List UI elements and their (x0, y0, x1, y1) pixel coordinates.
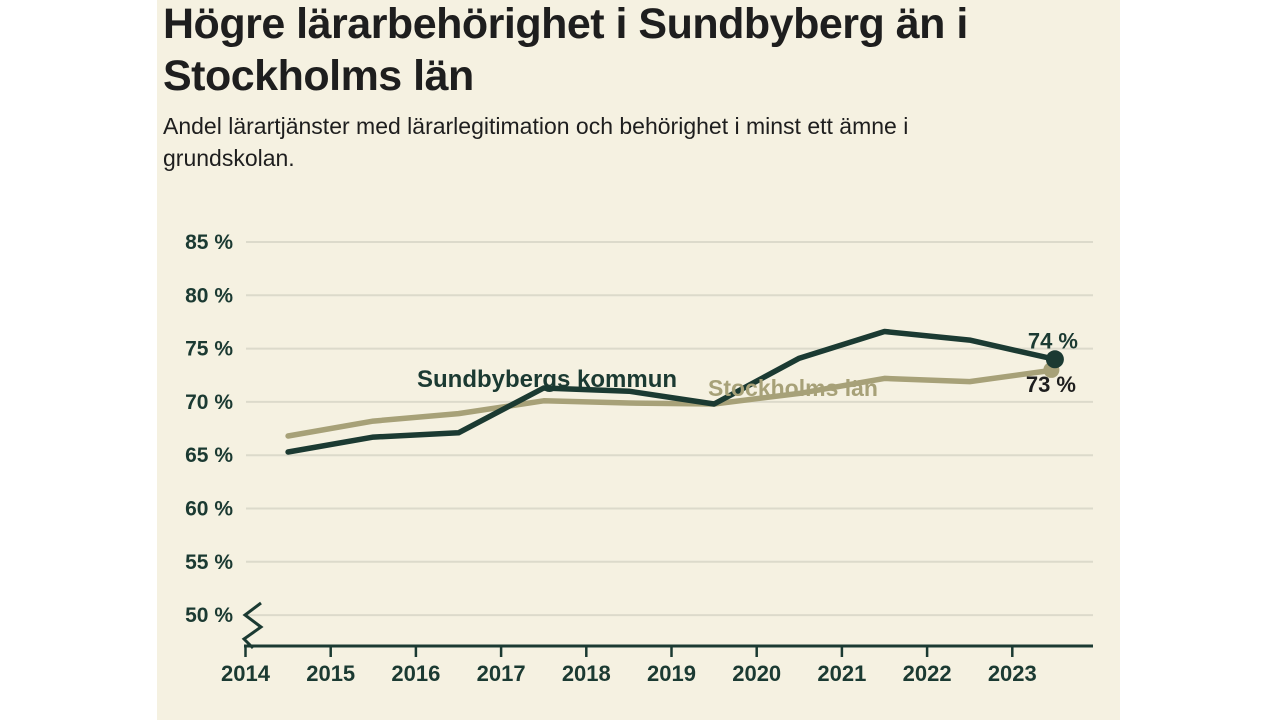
y-axis-break-icon (244, 603, 261, 648)
x-axis-tick-label: 2023 (987, 661, 1037, 686)
stockholm-value-label: 73 % (1025, 371, 1076, 397)
series-label-sundbybergs-kommun: Sundbybergs kommun (417, 366, 678, 393)
y-axis-tick-label: 60 % (185, 497, 233, 521)
x-axis-tick-label: 2016 (391, 661, 441, 686)
y-axis-tick-label: 70 % (185, 390, 233, 414)
y-axis-tick-label: 75 % (185, 337, 233, 361)
chart-title-line2: Stockholms län (163, 52, 474, 100)
y-axis-tick-label: 65 % (185, 444, 233, 468)
chart-subtitle-line2: grundskolan. (163, 145, 295, 171)
sundbyberg-value-label: 74 % (1027, 328, 1078, 354)
series-label-stockholms-lan: Stockholms län (708, 375, 878, 401)
x-axis-tick-label: 2019 (647, 661, 696, 686)
x-axis-tick-label: 2017 (476, 661, 526, 686)
x-axis-tick-label: 2018 (561, 661, 611, 686)
y-axis-tick-label: 55 % (185, 550, 233, 574)
y-axis-tick-label: 80 % (185, 284, 233, 308)
y-axis-tick-label: 85 % (185, 231, 233, 254)
x-axis-tick-label: 2015 (306, 661, 356, 686)
x-axis-tick-label: 2014 (221, 661, 270, 686)
x-axis-tick-label: 2022 (902, 661, 952, 686)
x-axis-tick-label: 2020 (732, 661, 782, 686)
chart-subtitle-line1: Andel lärartjänster med lärarlegitimation och behörighet i minst ett ämne i (163, 113, 909, 139)
chart-title-line1: Högre lärarbehörighet i Sundbyberg än i (163, 0, 968, 48)
y-axis-tick-label: 50 % (185, 604, 233, 628)
x-axis-tick-label: 2021 (817, 661, 867, 686)
